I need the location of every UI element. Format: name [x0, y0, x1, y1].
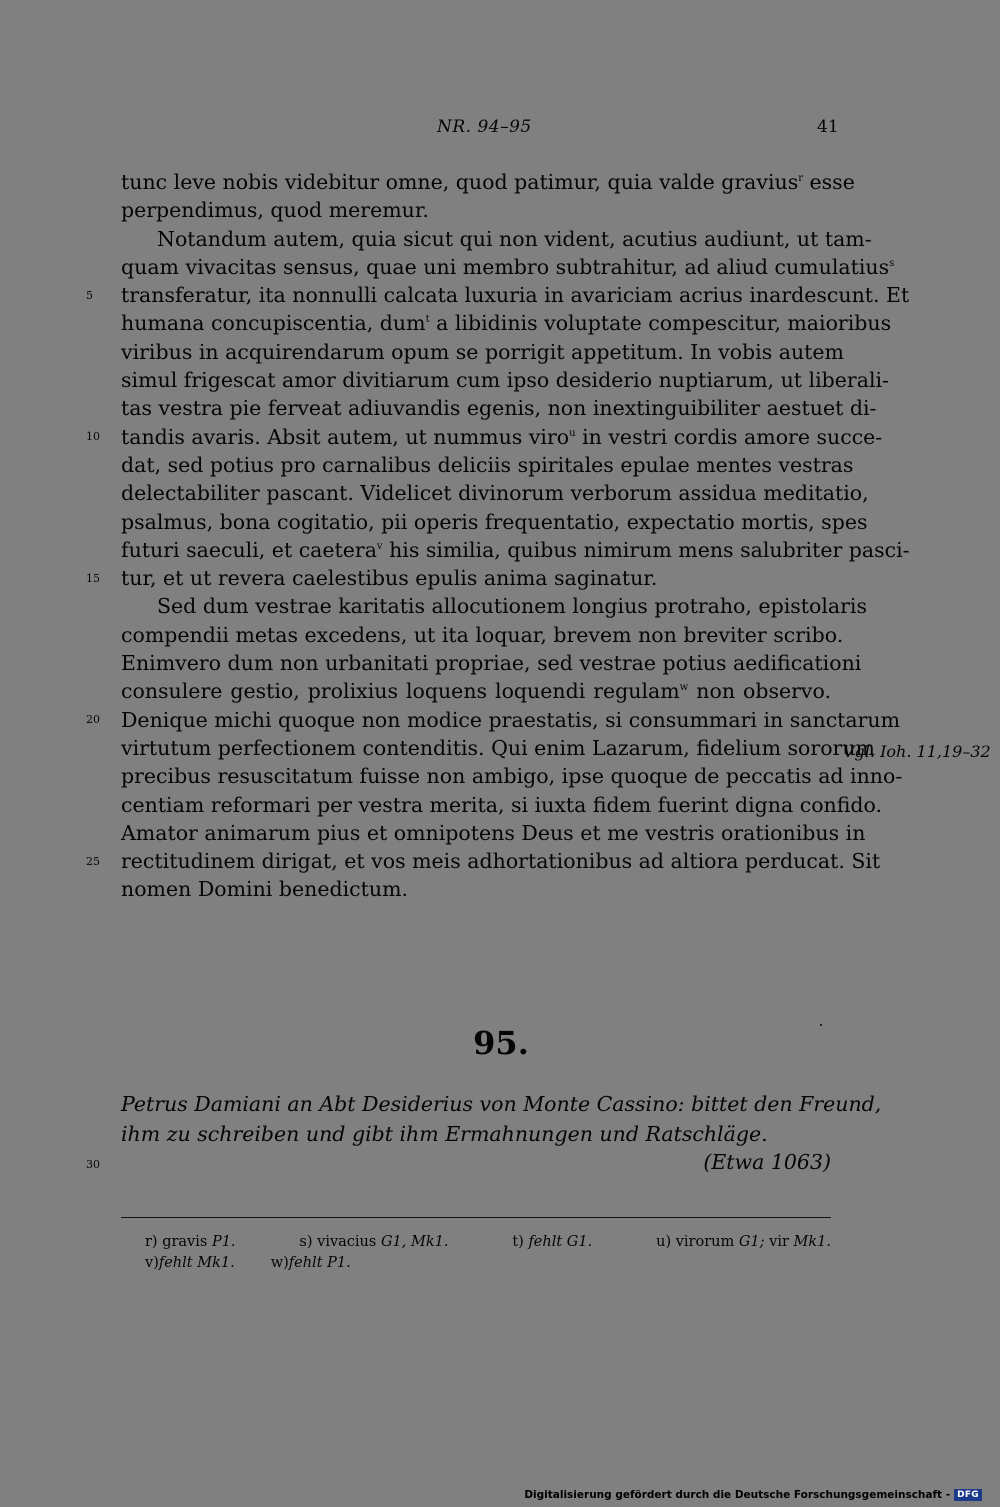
footnote-u: u) virorum G1; vir Mk1.	[656, 1234, 831, 1250]
text-line: rectitudinem dirigat, et vos meis adhortationibus ad altiora perducat. Sit	[121, 849, 881, 874]
text-line: Denique michi quoque non modice praestatis, si consummari in sanctarum	[121, 707, 901, 732]
text-line: Enimvero dum non urbanitati propriae, sed vestrae potius aedificationi	[121, 651, 862, 676]
footnotes	[145, 1232, 831, 1274]
summary-line: Petrus Damiani an Abt Desiderius von Monte Cassino: bittet den Freund,	[121, 1092, 882, 1116]
footnote-marker: t	[425, 314, 430, 326]
line-number: 20	[86, 713, 100, 726]
text-line: psalmus, bona cogitatio, pii operis frequentatio, expectatio mortis, spes	[121, 509, 868, 534]
text-line: Amator animarum pius et omnipotens Deus et me vestris orationibus in	[121, 820, 866, 845]
text-line: quam vivacitas sensus, quae uni membro subtrahitur, ad aliud cumulatius$^s$	[121, 254, 895, 279]
footnote-marker: u	[569, 427, 576, 439]
line-number: 10	[86, 430, 100, 443]
footnote-marker: r	[798, 173, 804, 184]
digitization-credit	[524, 1489, 982, 1501]
line-number: 5	[86, 289, 93, 302]
text-line: compendii metas excedens, ut ita loquar, brevem non breviter scribo.	[121, 622, 844, 647]
text-line: simul frigescat amor divitiarum cum ipso desiderio nuptiarum, ut liberali-	[121, 368, 889, 393]
text-line: precibus resuscitatum fuisse non ambigo, ipse quoque de peccatis ad inno-	[121, 764, 903, 789]
dfg-logo: DFG	[954, 1489, 982, 1501]
text-line: tandis avaris. Absit autem, ut nummus viro$^u$ in vestri cordis amore succe-	[121, 424, 883, 449]
text-line: delectabiliter pascant. Videlicet divinorum verborum assidua meditatio,	[121, 481, 869, 506]
text-line: virtutum perfectionem contenditis. Qui enim Lazarum, fidelium sororum	[121, 735, 875, 760]
text-line: humana concupiscentia, dum$^t$ a libidinis voluptate compescitur, maioribus	[121, 311, 892, 336]
text-line: transferatur, ita nonnulli calcata luxuria in avariciam acrius inardescunt. Et	[121, 283, 910, 308]
text-line: Sed dum vestrae karitatis allocutionem longius protraho, epistolaris	[157, 594, 868, 619]
text-line: consulere gestio, prolixius loquens loquendi regulam$^w$ non observo.	[121, 679, 832, 704]
letter-94-body	[121, 168, 910, 904]
line-number: 25	[86, 855, 100, 868]
text-line: nomen Domini benedictum.	[121, 877, 409, 902]
footnote-row	[145, 1232, 831, 1253]
letter-number: 95.	[473, 1024, 529, 1062]
footnote-s: s) vivacius G1, Mk1.	[299, 1234, 449, 1250]
text-line: perpendimus, quod meremur.	[121, 198, 429, 223]
text-line: dat, sed potius pro carnalibus deliciis spiritales epulae mentes vestras	[121, 452, 854, 477]
text-line: Notandum autem, quia sicut qui non vident, acutius audiunt, ut tam-	[157, 226, 872, 251]
line-number: 30	[86, 1158, 100, 1171]
footnote-divider	[121, 1217, 831, 1218]
line-number: 15	[86, 572, 100, 585]
page-number: 41	[817, 117, 839, 137]
footnote-w: w)fehlt P1.	[270, 1255, 351, 1271]
footnote-v: v)fehlt Mk1.	[145, 1255, 235, 1271]
text-line: futuri saeculi, et caetera$^v$ his similia, quibus nimirum mens salubriter pasci-	[121, 537, 910, 562]
footnote-marker: w	[679, 682, 689, 694]
text-line: tunc leve nobis videbitur omne, quod patimur, quia valde gravius$^r$ esse	[121, 170, 855, 194]
text-line: tur, et ut revera caelestibus epulis anima saginatur.	[121, 566, 658, 591]
summary-line: ihm zu schreiben und gibt ihm Ermahnungen und Ratschläge.	[121, 1122, 768, 1146]
margin-note-reference: Vgl. Ioh. 11,19–32	[843, 742, 991, 761]
credit-text: Digitalisierung gefördert durch die Deutsche Forschungsgemeinschaft -	[524, 1489, 951, 1501]
letter-date: (Etwa 1063)	[703, 1150, 831, 1174]
footnote-marker: v	[376, 540, 383, 552]
footnote-marker: s	[889, 257, 895, 269]
footnote-row	[145, 1253, 831, 1274]
text-line: centiam reformari per vestra merita, si iuxta fidem fuerint digna confido.	[121, 792, 883, 817]
footnote-t: t) fehlt G1.	[512, 1234, 593, 1250]
running-head: NR. 94–95	[437, 117, 532, 137]
footnote-r: r) gravis P1.	[145, 1234, 236, 1250]
text-line: viribus in acquirendarum opum se porrigit appetitum. In vobis autem	[121, 339, 844, 364]
letter-summary	[121, 1089, 882, 1149]
text-line: tas vestra pie ferveat adiuvandis egenis, non inextinguibiliter aestuet di-	[121, 396, 877, 421]
